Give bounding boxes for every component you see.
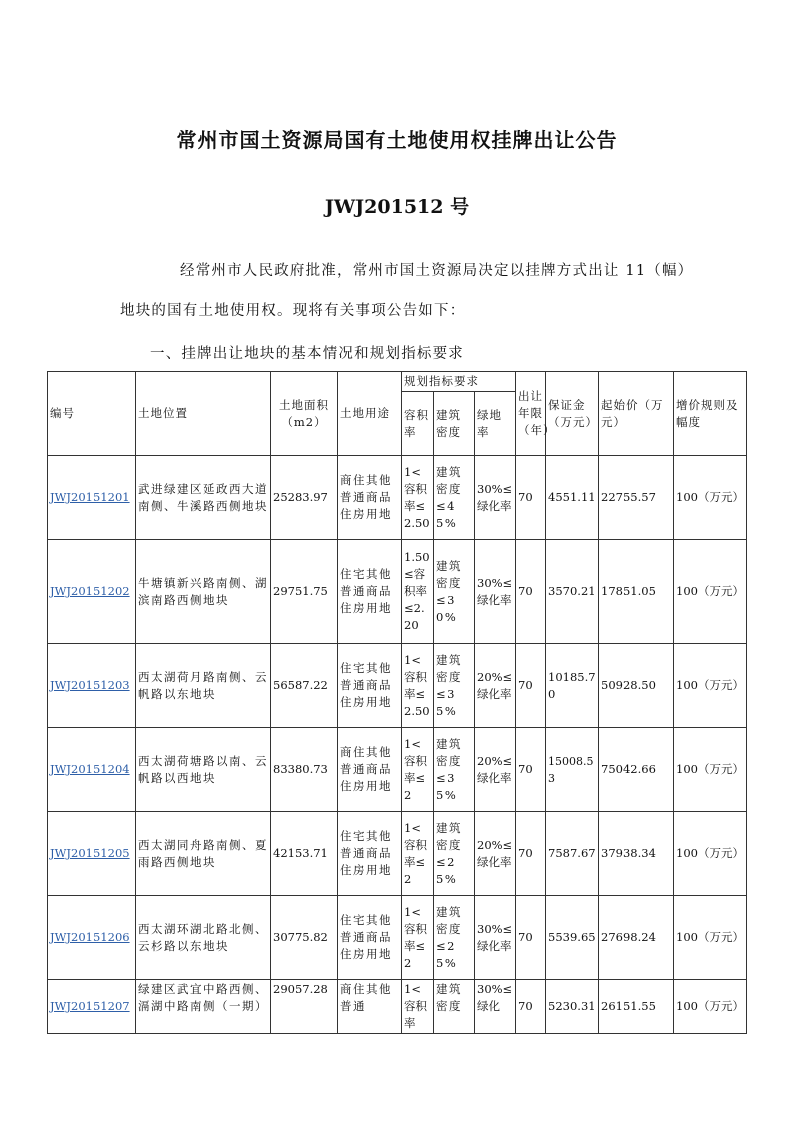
parcel-far: 1<容积率≤2.50 xyxy=(402,456,434,540)
table-row xyxy=(48,456,747,540)
parcel-deposit: 4551.11 xyxy=(546,456,599,540)
header-years: 出让年限（年） xyxy=(516,372,546,456)
parcel-years: 70 xyxy=(516,540,546,644)
header-density: 建筑密度 xyxy=(434,392,475,456)
header-far: 容积率 xyxy=(402,392,434,456)
parcel-code[interactable] xyxy=(48,728,136,812)
notice-title: 常州市国土资源局国有土地使用权挂牌出让公告 xyxy=(176,128,618,152)
table-row xyxy=(48,728,747,812)
header-deposit: 保证金（万元） xyxy=(546,372,599,456)
header-area: 土地面积（m2） xyxy=(271,372,338,456)
parcel-far: 1<容积率 xyxy=(402,980,434,1034)
intro-paragraph-line2: 地块的国有土地使用权。现将有关事项公告如下： xyxy=(120,303,466,319)
parcel-start-price: 37938.34 xyxy=(599,812,674,896)
table-row xyxy=(48,644,747,728)
parcel-location: 武进绿建区延政西大道南侧、牛溪路西侧地块 xyxy=(136,456,271,540)
parcel-density: 建筑密度 xyxy=(434,980,475,1034)
parcel-code-link[interactable]: JWJ20151206 xyxy=(50,930,130,944)
header-use: 土地用途 xyxy=(338,372,402,456)
parcel-increment: 100（万元） xyxy=(674,456,747,540)
table-header-row xyxy=(48,372,747,392)
parcel-use: 住宅其他普通商品住房用地 xyxy=(338,644,402,728)
parcel-area: 83380.73 xyxy=(271,728,338,812)
parcel-area: 25283.97 xyxy=(271,456,338,540)
parcel-code[interactable] xyxy=(48,540,136,644)
parcel-increment: 100（万元） xyxy=(674,728,747,812)
parcel-use: 住宅其他普通商品住房用地 xyxy=(338,812,402,896)
parcel-area: 29057.28 xyxy=(271,980,338,1034)
parcel-far: 1<容积率≤2 xyxy=(402,728,434,812)
parcel-location: 西太湖环湖北路北侧、云杉路以东地块 xyxy=(136,896,271,980)
parcel-green: 30%≤绿化率 xyxy=(475,540,516,644)
parcel-deposit: 10185.70 xyxy=(546,644,599,728)
table-row xyxy=(48,980,747,1034)
parcel-code[interactable] xyxy=(48,896,136,980)
parcel-density: 建筑密度≤45% xyxy=(434,456,475,540)
parcel-start-price: 26151.55 xyxy=(599,980,674,1034)
parcel-code-link[interactable]: JWJ20151201 xyxy=(50,490,130,504)
table-row xyxy=(48,540,747,644)
land-parcel-table xyxy=(47,371,747,1034)
parcel-far: 1<容积率≤2.50 xyxy=(402,644,434,728)
table-row xyxy=(48,896,747,980)
parcel-location: 西太湖荷塘路以南、云帆路以西地块 xyxy=(136,728,271,812)
parcel-years: 70 xyxy=(516,728,546,812)
parcel-deposit: 5539.65 xyxy=(546,896,599,980)
header-planning-group: 规划指标要求 xyxy=(402,372,516,392)
parcel-location: 绿建区武宜中路西侧、滆湖中路南侧（一期） xyxy=(136,980,271,1034)
parcel-start-price: 75042.66 xyxy=(599,728,674,812)
section-heading: 一、挂牌出让地块的基本情况和规划指标要求 xyxy=(150,346,464,362)
parcel-code[interactable] xyxy=(48,456,136,540)
parcel-start-price: 50928.50 xyxy=(599,644,674,728)
parcel-green: 20%≤绿化率 xyxy=(475,728,516,812)
parcel-increment: 100（万元） xyxy=(674,540,747,644)
document-number: JWJ201512 号 xyxy=(324,196,470,218)
parcel-code[interactable] xyxy=(48,980,136,1034)
header-increment: 增价规则及幅度 xyxy=(674,372,747,456)
parcel-use: 住宅其他普通商品住房用地 xyxy=(338,896,402,980)
parcel-code-link[interactable]: JWJ20151203 xyxy=(50,678,130,692)
parcel-increment: 100（万元） xyxy=(674,644,747,728)
parcel-years: 70 xyxy=(516,980,546,1034)
parcel-area: 30775.82 xyxy=(271,896,338,980)
parcel-code-link[interactable]: JWJ20151202 xyxy=(50,584,130,598)
parcel-density: 建筑密度≤25% xyxy=(434,896,475,980)
parcel-code-link[interactable]: JWJ20151204 xyxy=(50,762,130,776)
parcel-start-price: 22755.57 xyxy=(599,456,674,540)
parcel-density: 建筑密度≤35% xyxy=(434,728,475,812)
parcel-years: 70 xyxy=(516,644,546,728)
parcel-green: 20%≤绿化率 xyxy=(475,644,516,728)
parcel-density: 建筑密度≤35% xyxy=(434,644,475,728)
parcel-density: 建筑密度≤30% xyxy=(434,540,475,644)
header-green: 绿地率 xyxy=(475,392,516,456)
intro-paragraph-line1: 经常州市人民政府批准，常州市国土资源局决定以挂牌方式出让 11（幅） xyxy=(180,263,694,279)
parcel-years: 70 xyxy=(516,812,546,896)
parcel-increment: 100（万元） xyxy=(674,980,747,1034)
header-code: 编号 xyxy=(48,372,136,456)
parcel-area: 42153.71 xyxy=(271,812,338,896)
parcel-deposit: 5230.31 xyxy=(546,980,599,1034)
parcel-green: 30%≤绿化率 xyxy=(475,456,516,540)
parcel-density: 建筑密度≤25% xyxy=(434,812,475,896)
parcel-increment: 100（万元） xyxy=(674,812,747,896)
parcel-use: 商住其他普通 xyxy=(338,980,402,1034)
header-start-price: 起始价（万元） xyxy=(599,372,674,456)
parcel-green: 30%≤绿化率 xyxy=(475,896,516,980)
parcel-location: 西太湖同舟路南侧、夏雨路西侧地块 xyxy=(136,812,271,896)
parcel-area: 29751.75 xyxy=(271,540,338,644)
parcel-use: 商住其他普通商品住房用地 xyxy=(338,728,402,812)
parcel-far: 1<容积率≤2 xyxy=(402,896,434,980)
parcel-years: 70 xyxy=(516,896,546,980)
parcel-far: 1<容积率≤2 xyxy=(402,812,434,896)
parcel-code-link[interactable]: JWJ20151205 xyxy=(50,846,130,860)
parcel-code[interactable] xyxy=(48,644,136,728)
parcel-deposit: 3570.21 xyxy=(546,540,599,644)
parcel-use: 商住其他普通商品住房用地 xyxy=(338,456,402,540)
table-row xyxy=(48,812,747,896)
parcel-code[interactable] xyxy=(48,812,136,896)
parcel-code-link[interactable]: JWJ20151207 xyxy=(50,999,130,1013)
parcel-years: 70 xyxy=(516,456,546,540)
parcel-location: 西太湖荷月路南侧、云帆路以东地块 xyxy=(136,644,271,728)
parcel-location: 牛塘镇新兴路南侧、湖滨南路西侧地块 xyxy=(136,540,271,644)
parcel-far: 1.50≤容积率≤2.20 xyxy=(402,540,434,644)
parcel-green: 20%≤绿化率 xyxy=(475,812,516,896)
parcel-use: 住宅其他普通商品住房用地 xyxy=(338,540,402,644)
parcel-start-price: 27698.24 xyxy=(599,896,674,980)
parcel-deposit: 7587.67 xyxy=(546,812,599,896)
parcel-start-price: 17851.05 xyxy=(599,540,674,644)
parcel-area: 56587.22 xyxy=(271,644,338,728)
parcel-green: 30%≤绿化 xyxy=(475,980,516,1034)
header-location: 土地位置 xyxy=(136,372,271,456)
parcel-deposit: 15008.53 xyxy=(546,728,599,812)
parcel-increment: 100（万元） xyxy=(674,896,747,980)
